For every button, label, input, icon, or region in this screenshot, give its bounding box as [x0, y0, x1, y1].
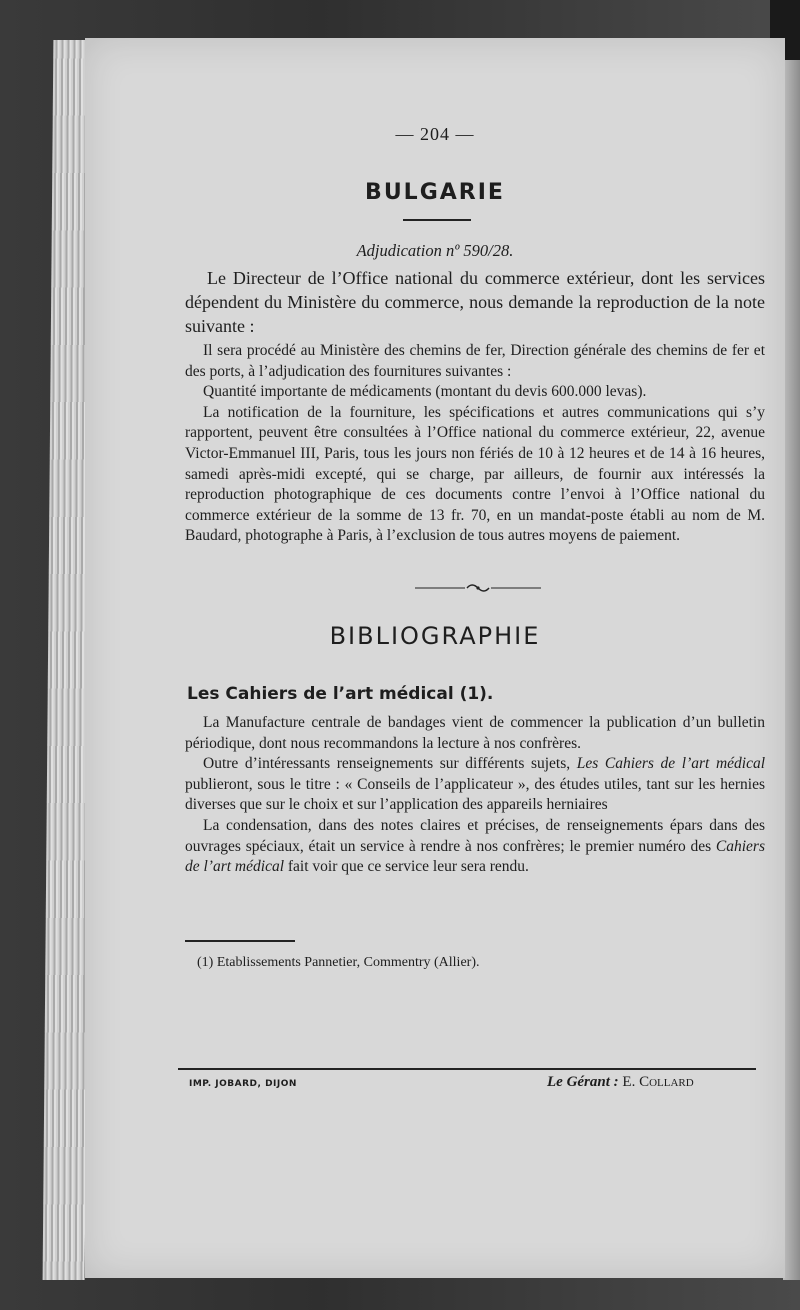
next-page-edge: [783, 60, 800, 1280]
article-title: Les Cahiers de l’art médical (1).: [187, 684, 494, 704]
section-title: BIBLIOGRAPHIE: [329, 622, 541, 650]
adjudication-line: Adjudication nº 590/28.: [356, 241, 514, 260]
notice-paragraph: Il sera procédé au Ministère des chemins de fer, Direction générale des chemins de fer et des ports, à l’adjudication des fournitures suivantes :: [185, 342, 765, 380]
lead-paragraph: Le Directeur de l’Office national du commerce extérieur, dont les services dépendent du Ministère du commerce, nous demande la reproduction de la note suivante :: [185, 268, 765, 336]
colophon-rule: [178, 1068, 756, 1070]
article-paragraph: La Manufacture centrale de bandages vient de commencer la publication d’un bulletin périodique, dont nous recommandons la lecture à nos confrères.: [185, 714, 765, 752]
page-number: — 204 —: [395, 124, 475, 144]
gerant-name: E. Collard: [622, 1074, 694, 1090]
gerant-signature: [547, 1074, 694, 1091]
journal-title: Les Cahiers de l’art médical: [576, 755, 766, 773]
notice-paragraph: La notification de la fourniture, les spécifications et autres communications qui s’y rapportent, peuvent être consultées à l’Office national du commerce extérieur, 22, avenue Victor-Emmanuel III, Paris, tous les jours non fériés de 10 à 12 heures et de 14 à 16 heures, samedi après-midi excepté, qui se charge, par ailleurs, de fournir aux intéressés la reproduction photographique de ces documents contre l’envoi à l’Office national du commerce extérieur de la somme de 13 fr. 70, en un mandat-poste établi au nom de M. Baudard, photographe à Paris, à l’exclusion de tous autres moyens de paiement.: [185, 403, 765, 545]
notice-block: [185, 341, 765, 547]
document-page: [85, 38, 785, 1278]
text-run: publieront, sous le titre : « Conseils de l’applicateur », des études utiles, tant sur les hernies diverses que sur le choix et sur l’application des appareils herniaires: [185, 775, 765, 814]
gerant-label: Le Gérant :: [547, 1074, 619, 1090]
footnote: (1) Etablissements Pannetier, Commentry (Allier).: [197, 955, 480, 970]
title-rule: [403, 219, 471, 221]
text-run: fait voir que ce service leur sera rendu.: [284, 858, 529, 876]
printer-imprint: IMP. JOBARD, DIJON: [189, 1079, 297, 1089]
journal-title: Cahiers de l’art médical: [185, 837, 765, 876]
country-title: BULGARIE: [365, 180, 505, 205]
ornament-divider-icon: [415, 582, 541, 594]
article-body: [185, 713, 765, 878]
footnote-rule: [185, 940, 295, 942]
notice-paragraph: Quantité importante de médicaments (montant du devis 600.000 levas).: [203, 383, 647, 401]
article-paragraph: [185, 754, 765, 816]
text-run: Outre d’intéressants renseignements sur différents sujets,: [203, 755, 577, 773]
article-paragraph: [185, 816, 765, 878]
text-run: La condensation, dans des notes claires et précises, de renseignements épars dans des ouvrages spéciaux, était un service à rendre à nos confrères; le premier numéro des: [185, 816, 765, 855]
